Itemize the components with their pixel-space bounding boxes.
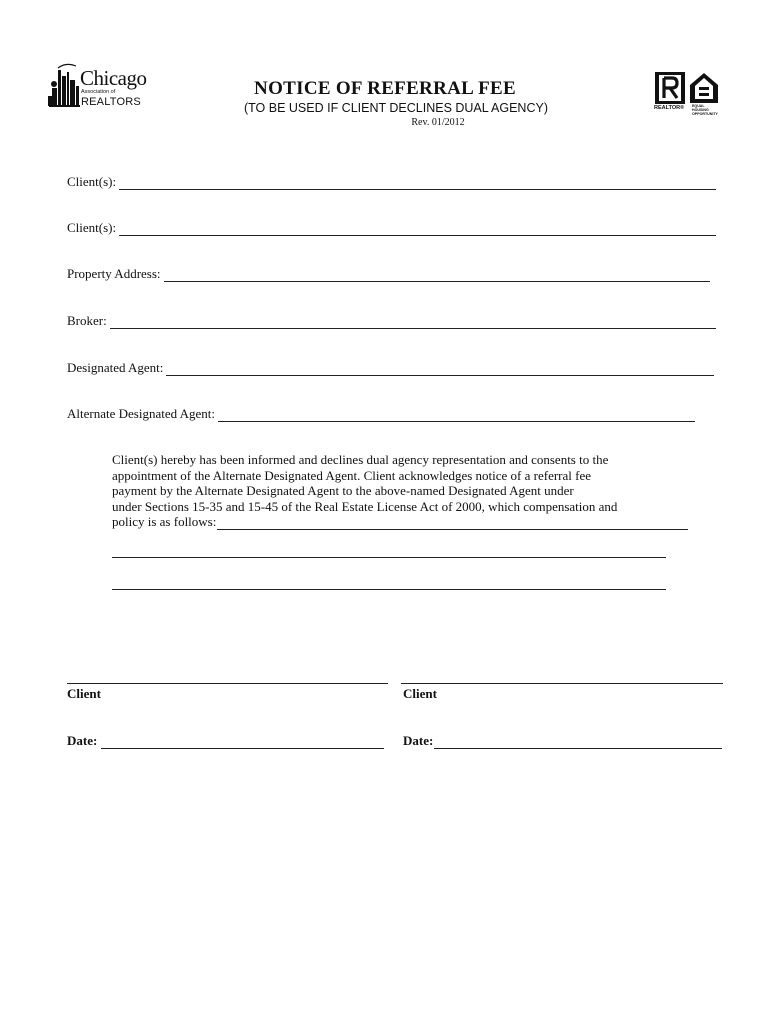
- revision-text: Rev. 01/2012: [411, 117, 465, 128]
- client-label-1: Client(s):: [67, 174, 117, 189]
- paragraph-line-4: under Sections 15-35 and 15-45 of the Real Estate License Act of 2000, which compensation and: [112, 498, 618, 514]
- client-row-2: [67, 220, 716, 236]
- alternate-agent-field[interactable]: [218, 409, 695, 422]
- policy-field-3[interactable]: [112, 589, 666, 590]
- property-address-field[interactable]: [164, 269, 710, 282]
- designated-agent-row: [67, 360, 714, 376]
- paragraph-line-5: policy is as follows:: [112, 514, 217, 529]
- client-row-1: [67, 174, 716, 190]
- paragraph-line-3: payment by the Alternate Designated Agent to the above-named Designated Agent under: [112, 483, 574, 498]
- date-label-left: Date:: [67, 733, 98, 748]
- policy-field-1[interactable]: [217, 517, 688, 530]
- client-field-2[interactable]: [119, 223, 716, 236]
- page-subtitle: (TO BE USED IF CLIENT DECLINES DUAL AGENCY): [243, 101, 548, 115]
- date-row-left: [67, 733, 384, 749]
- broker-row: [67, 313, 716, 329]
- date-field-left[interactable]: [101, 736, 384, 749]
- page-title: NOTICE OF REFERRAL FEE: [254, 78, 516, 99]
- logo-realtors-text: REALTORS: [81, 96, 141, 108]
- paragraph-line-1: Client(s) hereby has been informed and declines dual agency representation and consents to the: [112, 452, 609, 467]
- logo-chicago-text: Chicago: [80, 66, 147, 90]
- date-label-right: Date:: [403, 733, 434, 748]
- realtor-trademark-text: REALTOR®: [654, 105, 685, 111]
- date-field-right[interactable]: [434, 736, 722, 749]
- broker-field[interactable]: [110, 316, 716, 329]
- consent-paragraph: [112, 452, 692, 530]
- property-address-label: Property Address:: [67, 266, 161, 281]
- policy-field-2[interactable]: [112, 557, 666, 558]
- equal-housing-text: EQUAL HOUSING OPPORTUNITY: [692, 104, 718, 116]
- property-address-row: [67, 266, 710, 282]
- date-row-right: [403, 733, 722, 749]
- logo-association-text: Association of: [81, 89, 116, 95]
- realtor-r-icon: [655, 72, 685, 104]
- paragraph-line-2: appointment of the Alternate Designated Agent. Client acknowledges notice of a referral fee: [112, 467, 592, 483]
- alternate-agent-label: Alternate Designated Agent:: [67, 406, 216, 421]
- equal-housing-icon: [689, 72, 719, 104]
- client-signature-line-left[interactable]: [67, 683, 388, 684]
- designated-agent-label: Designated Agent:: [67, 360, 164, 375]
- broker-label: Broker:: [67, 313, 107, 328]
- client-field-1[interactable]: [119, 177, 716, 190]
- client-signature-line-right[interactable]: [401, 683, 723, 684]
- client-label-2: Client(s):: [67, 220, 117, 235]
- alternate-agent-row: [67, 406, 695, 422]
- designated-agent-field[interactable]: [166, 363, 714, 376]
- client-signature-label-right: Client: [403, 686, 437, 701]
- realtor-eho-logos: [652, 72, 724, 116]
- client-signature-label-left: Client: [67, 686, 101, 701]
- policy-row: [112, 514, 692, 530]
